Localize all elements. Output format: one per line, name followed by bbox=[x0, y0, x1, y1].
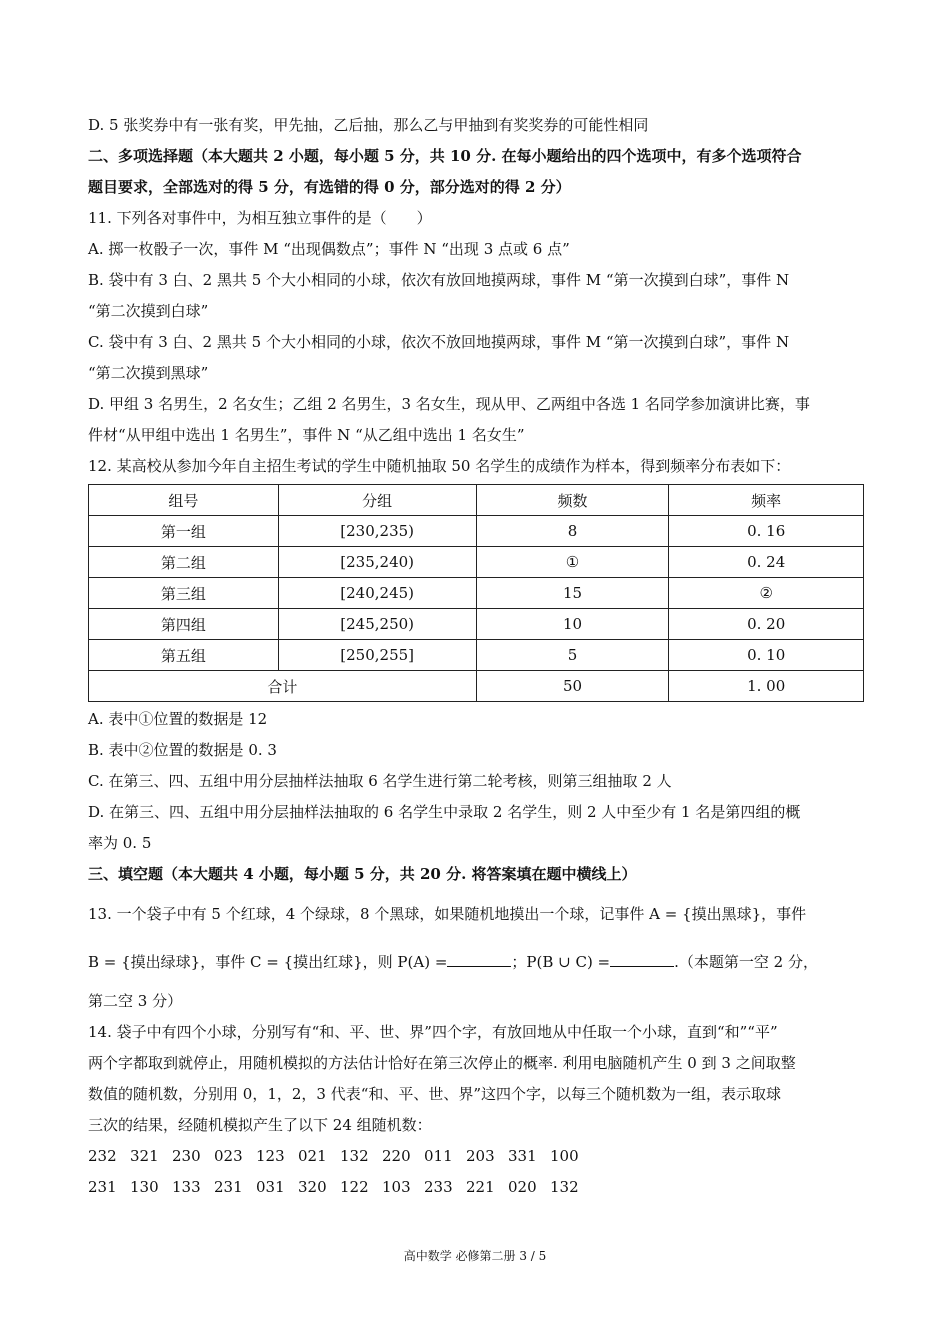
random-number: 103 bbox=[382, 1178, 411, 1196]
random-number: 100 bbox=[550, 1147, 579, 1165]
table-cell: 0. 10 bbox=[669, 640, 864, 671]
table-header: 频率 bbox=[669, 485, 864, 516]
table-cell: 第五组 bbox=[89, 640, 279, 671]
q13-text-2: ；P(B ∪ C) = bbox=[511, 953, 611, 971]
random-number: 122 bbox=[340, 1178, 369, 1196]
table-cell: 第二组 bbox=[89, 547, 279, 578]
q12-option-d-cont: 率为 0. 5 bbox=[88, 834, 152, 852]
q13-score-note: 第二空 3 分） bbox=[88, 992, 183, 1010]
table-total-frequency: 1. 00 bbox=[669, 671, 864, 702]
section-3-heading: 三、填空题（本大题共 4 小题，每小题 5 分，共 20 分. 将答案填在题中横线上） bbox=[88, 865, 637, 883]
random-number: 011 bbox=[424, 1147, 453, 1165]
table-total-label: 合计 bbox=[89, 671, 477, 702]
frequency-table bbox=[88, 484, 864, 702]
table-cell: 第三组 bbox=[89, 578, 279, 609]
q11-option-d-cont: 件材“从甲组中选出 1 名男生”，事件 N “从乙组中选出 1 名女生” bbox=[88, 426, 525, 444]
table-cell: 10 bbox=[476, 609, 669, 640]
table-cell: 0. 16 bbox=[669, 516, 864, 547]
table-cell: 0. 20 bbox=[669, 609, 864, 640]
q13-text-3: .（本题第一空 2 分， bbox=[674, 953, 818, 971]
random-number: 232 bbox=[88, 1147, 117, 1165]
q12-option-c: C. 在第三、四、五组中用分层抽样法抽取 6 名学生进行第二轮考核，则第三组抽取 2 人 bbox=[88, 772, 672, 790]
random-number: 203 bbox=[466, 1147, 495, 1165]
table-cell: [235,240) bbox=[278, 547, 476, 578]
q13-stem: 13. 一个袋子中有 5 个红球，4 个绿球，8 个黑球，如果随机地摸出一个球，记事件 A = {摸出黑球}，事件 bbox=[88, 905, 807, 923]
table-header: 分组 bbox=[278, 485, 476, 516]
q11-option-b-cont: “第二次摸到白球” bbox=[88, 302, 209, 320]
random-number: 233 bbox=[424, 1178, 453, 1196]
table-row bbox=[89, 578, 864, 609]
page-footer: 高中数学 必修第二册 3 / 5 bbox=[403, 1249, 547, 1263]
table-total-row bbox=[89, 671, 864, 702]
q14-stem-3: 数值的随机数，分别用 0，1，2，3 代表“和、平、世、界”这四个字，以每三个随机数为一组，表示取球 bbox=[88, 1085, 782, 1103]
answer-blank-2[interactable] bbox=[610, 952, 674, 967]
table-cell: 第一组 bbox=[89, 516, 279, 547]
table-row bbox=[89, 516, 864, 547]
q14-stem-4: 三次的结果，经随机模拟产生了以下 24 组随机数： bbox=[88, 1116, 432, 1134]
q11-option-c-cont: “第二次摸到黑球” bbox=[88, 364, 209, 382]
random-number: 123 bbox=[256, 1147, 285, 1165]
q13-stem-cont bbox=[88, 938, 864, 986]
section-2-heading: 二、多项选择题（本大题共 2 小题，每小题 5 分，共 10 分. 在每小题给出的四个选项中，有多个选项符合 bbox=[88, 147, 802, 165]
random-number: 231 bbox=[214, 1178, 243, 1196]
q10-option-d: D. 5 张奖券中有一张有奖，甲先抽，乙后抽，那么乙与甲抽到有奖奖券的可能性相同 bbox=[88, 116, 649, 134]
q11-option-b: B. 袋中有 3 白、2 黑共 5 个大小相同的小球，依次有放回地摸两球，事件 M “第一次摸到白球”，事件 N bbox=[88, 271, 790, 289]
random-number: 321 bbox=[130, 1147, 159, 1165]
table-cell: 8 bbox=[476, 516, 669, 547]
table-cell: ② bbox=[669, 578, 864, 609]
table-cell: [230,235) bbox=[278, 516, 476, 547]
answer-blank-1[interactable] bbox=[447, 952, 511, 967]
random-number: 331 bbox=[508, 1147, 537, 1165]
random-number: 320 bbox=[298, 1178, 327, 1196]
q12-option-b: B. 表中②位置的数据是 0. 3 bbox=[88, 741, 277, 759]
q12-option-d: D. 在第三、四、五组中用分层抽样法抽取的 6 名学生中录取 2 名学生，则 2 人中至少有 1 名是第四组的概 bbox=[88, 803, 801, 821]
table-row bbox=[89, 547, 864, 578]
table-cell: [250,255] bbox=[278, 640, 476, 671]
random-number: 132 bbox=[340, 1147, 369, 1165]
table-header: 组号 bbox=[89, 485, 279, 516]
q11-option-a: A. 掷一枚骰子一次，事件 M “出现偶数点”；事件 N “出现 3 点或 6 点” bbox=[88, 240, 570, 258]
random-number: 020 bbox=[508, 1178, 537, 1196]
q11-option-c: C. 袋中有 3 白、2 黑共 5 个大小相同的小球，依次不放回地摸两球，事件 M “第一次摸到白球”，事件 N bbox=[88, 333, 790, 351]
table-cell: [245,250) bbox=[278, 609, 476, 640]
table-cell: 5 bbox=[476, 640, 669, 671]
random-number: 023 bbox=[214, 1147, 243, 1165]
q14-stem-2: 两个字都取到就停止，用随机模拟的方法估计恰好在第三次停止的概率. 利用电脑随机产生 0 到 3 之间取整 bbox=[88, 1054, 796, 1072]
random-number: 133 bbox=[172, 1178, 201, 1196]
random-numbers-row-1 bbox=[88, 1141, 864, 1172]
random-number: 220 bbox=[382, 1147, 411, 1165]
table-total-count: 50 bbox=[476, 671, 669, 702]
table-cell: 第四组 bbox=[89, 609, 279, 640]
q11-option-d: D. 甲组 3 名男生，2 名女生；乙组 2 名男生，3 名女生，现从甲、乙两组中各选 1 名同学参加演讲比赛，事 bbox=[88, 395, 810, 413]
table-cell: ① bbox=[476, 547, 669, 578]
table-header-row bbox=[89, 485, 864, 516]
q11-stem: 11. 下列各对事件中，为相互独立事件的是（ ） bbox=[88, 209, 432, 227]
section-2-heading-cont: 题目要求，全部选对的得 5 分，有选错的得 0 分，部分选对的得 2 分） bbox=[88, 178, 571, 196]
q12-stem: 12. 某高校从参加今年自主招生考试的学生中随机抽取 50 名学生的成绩作为样本，得到频率分布表如下： bbox=[88, 457, 791, 475]
random-numbers-row-2 bbox=[88, 1172, 864, 1203]
random-number: 021 bbox=[298, 1147, 327, 1165]
random-number: 130 bbox=[130, 1178, 159, 1196]
random-number: 132 bbox=[550, 1178, 579, 1196]
table-cell: [240,245) bbox=[278, 578, 476, 609]
table-row bbox=[89, 640, 864, 671]
random-number: 031 bbox=[256, 1178, 285, 1196]
table-cell: 15 bbox=[476, 578, 669, 609]
table-header: 频数 bbox=[476, 485, 669, 516]
table-row bbox=[89, 609, 864, 640]
q14-stem: 14. 袋子中有四个小球，分别写有“和、平、世、界”四个字，有放回地从中任取一个小球，直到“和”“平” bbox=[88, 1023, 778, 1041]
random-number: 230 bbox=[172, 1147, 201, 1165]
table-cell: 0. 24 bbox=[669, 547, 864, 578]
page-body bbox=[88, 110, 864, 1203]
random-number: 231 bbox=[88, 1178, 117, 1196]
q12-option-a: A. 表中①位置的数据是 12 bbox=[88, 710, 268, 728]
random-number: 221 bbox=[466, 1178, 495, 1196]
q13-text-1: B = {摸出绿球}，事件 C = {摸出红球}，则 P(A) = bbox=[88, 953, 448, 971]
